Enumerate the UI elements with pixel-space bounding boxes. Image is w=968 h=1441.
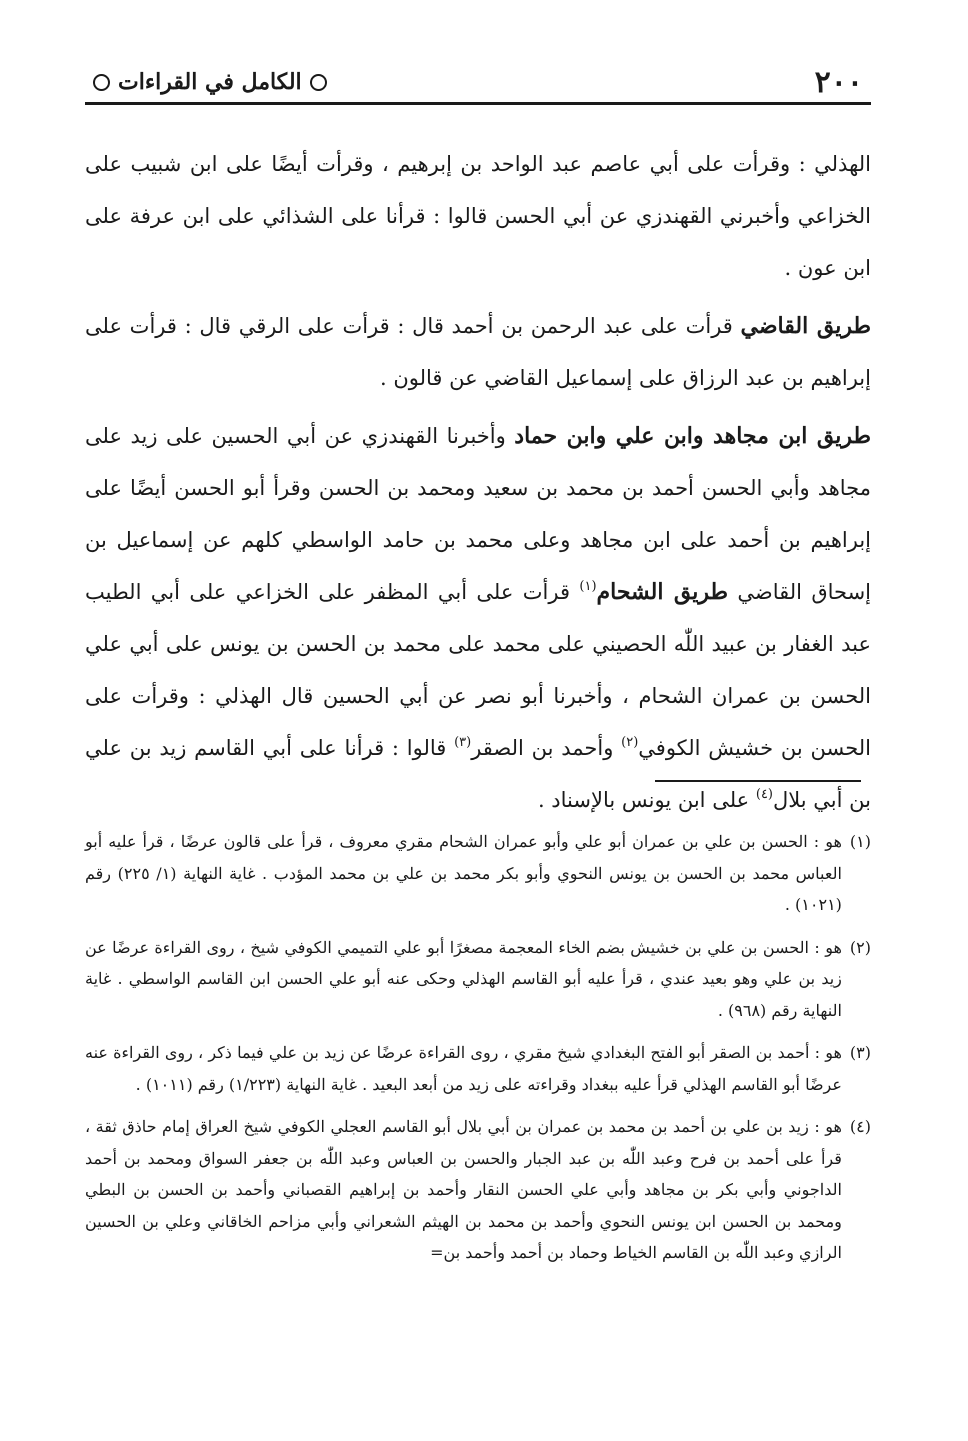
footnote-number: (٣) [849, 1043, 871, 1062]
footnote-ref: (١) [579, 579, 597, 594]
footnote-text: هو : الحسن بن علي بن عمران أبو علي وأبو عمران الشحام مقري معروف ، قرأ على قالون عرضًا ، قرأ عليه أبو العباس محمد بن الحسن بن يونس النحوي وأبو بكر محمد بن علي بن محمد المؤدب . غاية النهاية (١/ ٢٢٥) رقم (١٠٢١) . [85, 832, 842, 914]
section-lead: طريق الشحام [596, 579, 728, 605]
footnote-text: هو : الحسن بن علي بن خشيش بضم الخاء المعجمة مصغرًا أبو علي التميمي الكوفي شيخ ، روى القراءة عرضًا عن زيد بن علي وهو بعيد عندي ، قرأ عليه أبو القاسم الهذلي وحكى عنه أبو علي الحسن ابن القاسم الواسطي . غاية النهاية رقم (٩٦٨) . [85, 937, 842, 1020]
footnote-ref: (٣) [454, 735, 472, 750]
paragraph [85, 410, 871, 826]
footnote-number: (٤) [849, 1117, 871, 1136]
circle-ornament-icon [93, 74, 110, 91]
footnote-text: هو : أحمد بن الصقر أبو الفتح البغدادي شيخ مقري ، روى القراءة عرضًا عن زيد بن علي فيما ذكر ، روى القراءة عنه عرضًا أبو القاسم الهذلي قرأ عليه ببغداد وقراءته على زيد من أبعد البعيد . غاية النهاية (١/٢٢٣) رقم (١٠١١) . [85, 1043, 842, 1094]
paragraph-text: قرأت على عبد الرحمن بن أحمد قال : قرأت على الرقي قال : قرأت على إبراهيم بن عبد الرزاق على إسماعيل القاضي عن قالون . [85, 314, 871, 390]
page-header [85, 62, 871, 105]
section-lead: طريق القاضي [740, 313, 871, 339]
footnote-ref: (٤) [755, 787, 773, 802]
paragraph-text: على ابن يونس بالإسناد . [537, 788, 756, 812]
main-text [85, 138, 871, 826]
paragraph [85, 300, 871, 404]
page-number: ٢٠٠ [814, 64, 863, 100]
footnote-number: (٢) [849, 937, 871, 957]
paragraph-text: قرأت على أبي المظفر على الخزاعي على أبي الطيب عبد الغفار بن عبيد اللّٰه الحصيني على محمد على محمد بن الحسن بن يونس على أبي علي الحسن بن عمران الشحام ، وأخبرنا أبو نصر عن أبي الحسين قال الهذلي : وقرأت على الحسن بن خشيش الكوفي [85, 580, 871, 760]
footnote [85, 1037, 871, 1100]
footnote [85, 826, 871, 921]
paragraph-text: قالوا : قرأنا على أبي القاسم زيد بن علي بن أبي بلال [85, 736, 871, 812]
footnote-text: هو : زيد بن علي بن أحمد بن محمد بن عمران بن أبي بلال أبو القاسم العجلي الكوفي شيخ العراق إمام حاذق ثقة ، قرأ على أحمد بن فرح وعبد اللّٰه بن عبد الجبار والحسن بن العباس وعبد اللّٰه بن جعفر السواق ومحمد بن أحمد الداجوني وأبي بكر بن مجاهد وأبي علي الحسن النقار وأحمد بن إبراهيم القصباني وأحمد بن الحسن بن البطي ومحمد بن الحسن ابن يونس النحوي وأحمد بن محمد بن الهيثم الشعراني وأبي مزاحم الخاقاني وعلي بن الحسين الرازي وعبد اللّٰه بن القاسم الخياط وحماد بن أحمد وأحمد بن= [85, 1117, 842, 1262]
footnote-ref: (٢) [621, 735, 639, 750]
running-title [93, 69, 327, 95]
circle-ornament-icon [310, 74, 327, 91]
section-lead: طريق ابن مجاهد وابن علي وابن حماد [514, 423, 871, 449]
footnote-number: (١) [849, 832, 871, 851]
footnote [85, 1111, 871, 1269]
footnote-separator [655, 780, 861, 782]
paragraph-text: الهذلي : وقرأت على أبي عاصم عبد الواحد بن إبرهيم ، وقرأت أيضًا على ابن شبيب على الخزاعي وأخبرني القهندزي عن أبي الحسن قالوا : قرأنا على الشذائي على ابن عرفة على ابن عون . [85, 152, 871, 280]
footnotes [85, 826, 871, 1280]
running-title-text: الكامل في القراءات [118, 69, 302, 95]
paragraph-text: وأحمد بن الصقر [471, 736, 622, 760]
footnote [85, 932, 871, 1027]
paragraph [85, 138, 871, 294]
paragraph-text: وأخبرنا القهندزي عن أبي الحسين على زيد على مجاهد وأبي الحسن أحمد بن محمد بن سعيد ومحمد بن الحسن وقرأ أبو الحسن أيضًا على إبراهيم بن أحمد على ابن مجاهد وعلى محمد بن حامد الواسطي كلهم عن إسماعيل بن إسحاق القاضي [85, 424, 871, 604]
